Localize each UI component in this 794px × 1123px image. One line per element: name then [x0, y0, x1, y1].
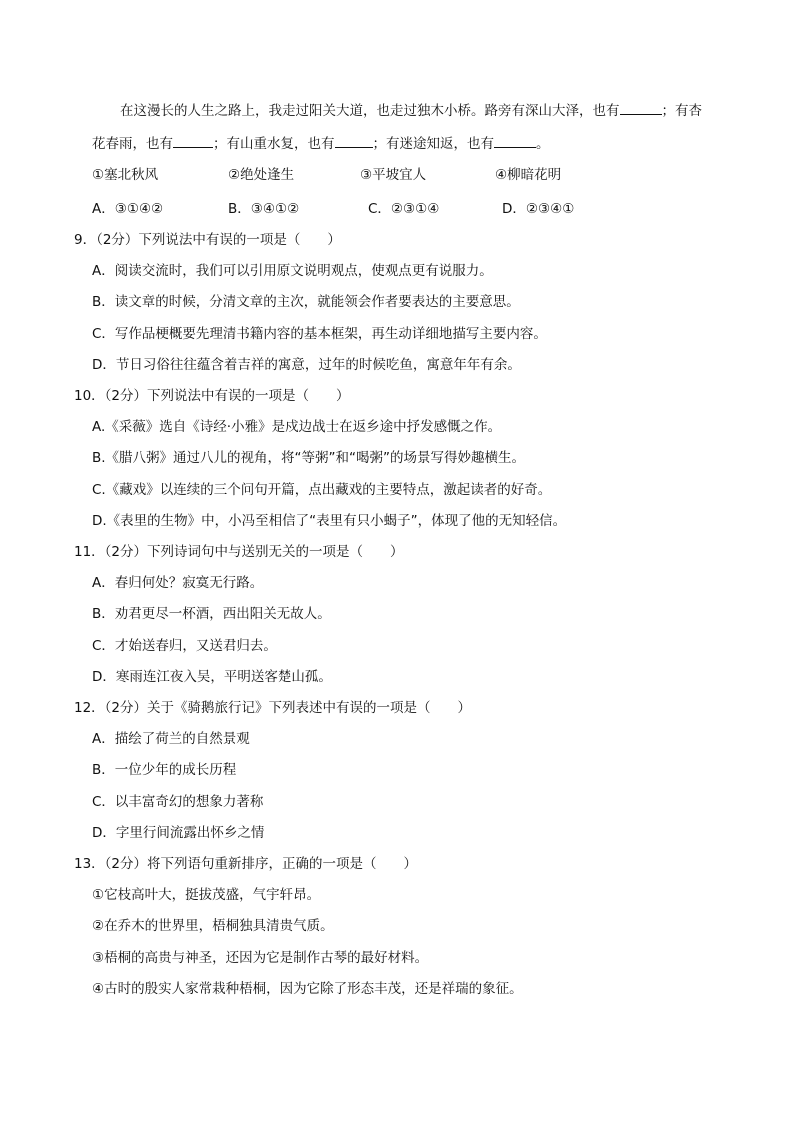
- question-11-option-c: C．才始送春归，又送君归去。: [92, 638, 277, 654]
- answer-options: [92, 200, 652, 218]
- passage-text: ；有杏: [661, 103, 702, 119]
- question-9-option-d: D．节日习俗往往蕴含着吉祥的寓意，过年的时候吃鱼，寓意年年有余。: [92, 357, 521, 373]
- question-11-option-d: D．寒雨连江夜入吴，平明送客楚山孤。: [92, 669, 332, 685]
- answer-blank: [173, 134, 213, 148]
- question-13-sentence-3: ③梧桐的高贵与神圣，还因为它是制作古琴的最好材料。: [92, 950, 429, 966]
- question-10-option-c: C.《藏戏》以连续的三个问句开篇，点出藏戏的主要特点，激起读者的好奇。: [92, 482, 552, 498]
- question-12-option-a: A．描绘了荷兰的自然景观: [92, 731, 250, 747]
- choice-item: ④柳暗花明: [495, 167, 562, 183]
- question-12-option-d: D．字里行间流露出怀乡之情: [92, 825, 265, 841]
- question-11-stem: 11．（2分）下列诗词句中与送别无关的一项是（ ）: [74, 544, 404, 560]
- question-10-option-a: A.《采薇》选自《诗经·小雅》是戍边战士在返乡途中抒发感慨之作。: [92, 419, 502, 435]
- option-a: A．③①④②: [92, 201, 164, 217]
- question-10-option-d: D.《表里的生物》中，小冯至相信了“表里有只小蝎子”，体现了他的无知轻信。: [92, 513, 567, 529]
- question-9-option-a: A．阅读交流时，我们可以引用原文说明观点，使观点更有说服力。: [92, 263, 493, 279]
- passage-text: ；有山重水复，也有: [213, 136, 335, 152]
- question-12-stem: 12．（2分）关于《骑鹅旅行记》下列表述中有误的一项是（ ）: [74, 700, 472, 716]
- answer-blank: [620, 101, 662, 115]
- question-9-option-b: B．读文章的时候，分清文章的主次，就能领会作者要表达的主要意思。: [92, 294, 520, 310]
- option-b: B．③④①②: [228, 201, 300, 217]
- question-13-sentence-4: ④古时的殷实人家常栽种梧桐，因为它除了形态丰茂，还是祥瑞的象征。: [92, 981, 523, 997]
- option-d: D．②③④①: [502, 201, 575, 217]
- choice-item: ②绝处逢生: [228, 167, 295, 183]
- question-12-option-b: B．一位少年的成长历程: [92, 762, 237, 778]
- question-10-option-b: B.《腊八粥》通过八儿的视角，将“等粥”和“喝粥”的场景写得妙趣横生。: [92, 450, 526, 466]
- passage-line-2: [92, 134, 550, 153]
- question-13-stem: 13．（2分）将下列语句重新排序，正确的一项是（ ）: [74, 856, 418, 872]
- phrase-choices: [92, 166, 652, 184]
- question-13-sentence-2: ②在乔木的世界里，梧桐独具清贵气质。: [92, 918, 334, 934]
- question-9-stem: 9．（2分）下列说法中有误的一项是（ ）: [74, 232, 341, 248]
- question-10-stem: 10．（2分）下列说法中有误的一项是（ ）: [74, 388, 350, 404]
- passage-text: 花春雨，也有: [92, 136, 173, 152]
- passage-text: 在这漫长的人生之路上，我走过阳关大道，也走过独木小桥。路旁有深山大泽，也有: [120, 103, 620, 119]
- question-12-option-c: C．以丰富奇幻的想象力著称: [92, 794, 264, 810]
- passage-text: ；有迷途知返，也有: [372, 136, 494, 152]
- answer-blank: [335, 134, 373, 148]
- passage-line-1: [120, 101, 702, 120]
- question-11-option-a: A．春归何处？寂寞无行路。: [92, 575, 264, 591]
- passage-text: 。: [536, 136, 550, 152]
- choice-item: ①塞北秋风: [92, 167, 159, 183]
- question-11-option-b: B．劝君更尽一杯酒，西出阳关无故人。: [92, 606, 331, 622]
- question-13-sentence-1: ①它枝高叶大，挺拔茂盛，气宇轩昂。: [92, 887, 321, 903]
- question-9-option-c: C．写作品梗概要先理清书籍内容的基本框架，再生动详细地描写主要内容。: [92, 326, 547, 342]
- option-c: C．②③①④: [368, 201, 440, 217]
- choice-item: ③平坡宜人: [360, 167, 427, 183]
- answer-blank: [494, 134, 536, 148]
